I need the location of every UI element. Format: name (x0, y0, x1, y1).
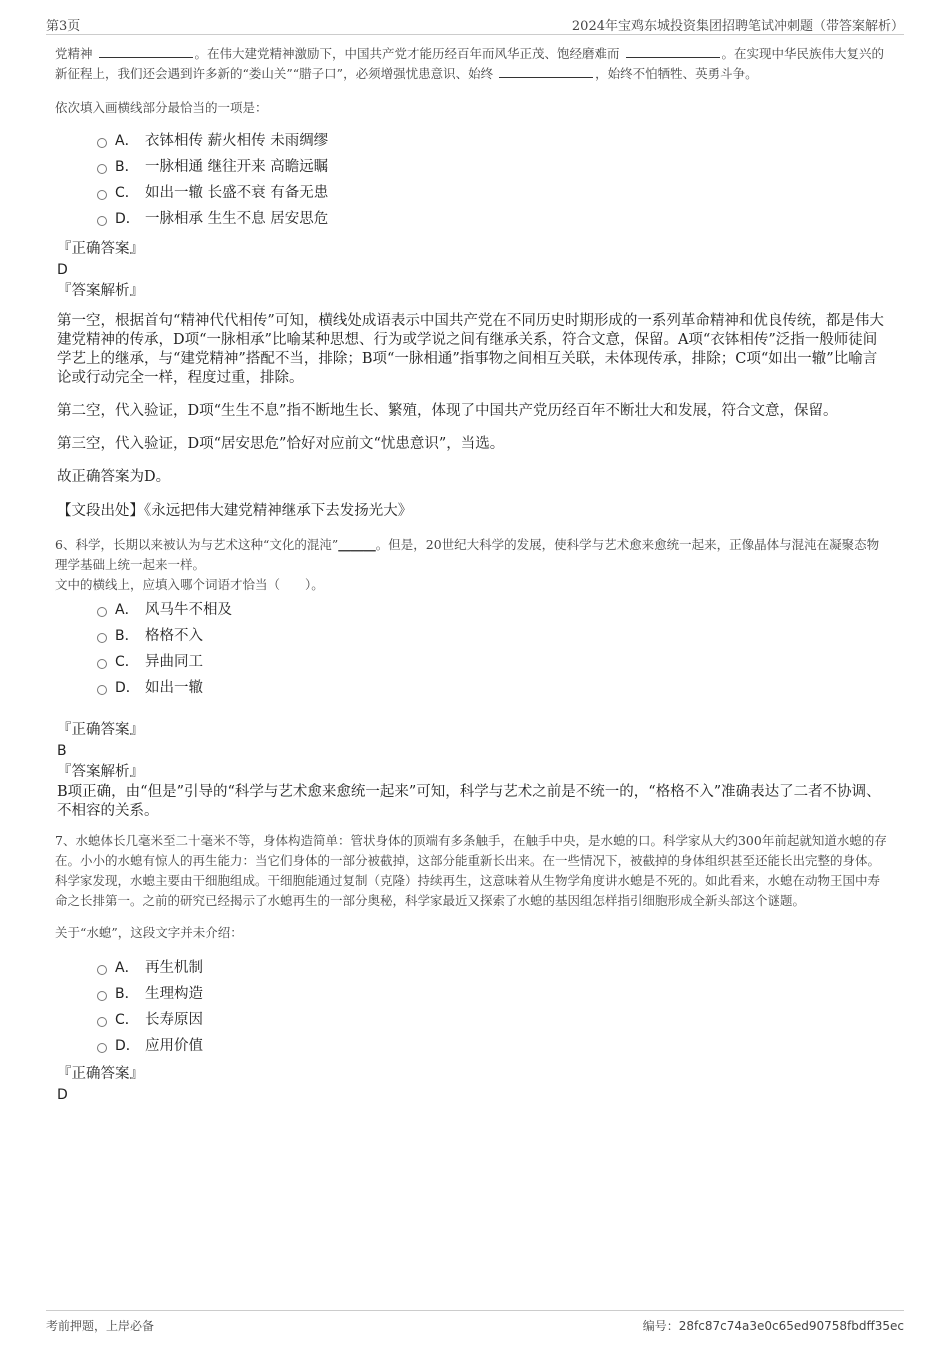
radio-icon[interactable] (97, 965, 107, 975)
radio-icon[interactable] (97, 164, 107, 174)
analysis-paragraph: 第一空，根据首句“精神代代相传”可知，横线处成语表示中国共产党在不同历史时期形成的一系列革命精神和优良传统，都是伟大建党精神的传承，D项“一脉相承”比喻某种思想、行为或学说之间有继承关系，符合文意，保留。A项“衣钵相传”泛指一般师徒间学艺上的继承，与“建党精神”搭配不当，排除；B项“一脉相通”指事物之间相互关联，未体现传承，排除；C项“如出一辙”比喻言论或行动完全一样，程度过重，排除。 (57, 313, 884, 386)
answer-label: 『正确答案』 (57, 1066, 144, 1082)
radio-icon[interactable] (97, 991, 107, 1001)
q5-blank-1 (99, 45, 193, 58)
radio-icon[interactable] (97, 685, 107, 695)
option-d[interactable]: D． 如出一辙 (97, 675, 887, 701)
question-6-options (97, 597, 887, 701)
q5-text-b: 。在伟大建党精神激励下，中国共产党才能历经百年而风华正茂、饱经磨难而 (194, 46, 620, 61)
answer-value: D (57, 262, 68, 278)
page-footer (46, 1310, 904, 1333)
page-header (46, 14, 904, 35)
question-7-stem: 7、水螅体长几毫米至二十毫米不等，身体构造简单：管状身体的顶端有多条触手，在触手中央，是水螅的口。科学家从大约300年前起就知道水螅的存在。小小的水螅有惊人的再生能力：当它们身体的一部分被截掉，这部分能重新长出来。在一些情况下，被截掉的身体组织甚至还能长出完整的身体。科学家发现，水螅主要由干细胞组成。干细胞能通过复制（克隆）持续再生，这意味着从生物学角度讲水螅是不死的。如此看来，水螅在动物王国中寿命之长排第一。之前的研究已经揭示了水螅再生的一部分奥秘，科学家最近又探索了水螅的基因组怎样指引细胞形成全新头部这个谜题。 (55, 833, 887, 908)
question-6-stem: 6、科学，长期以来被认为与艺术这种“文化的混沌”______。但是，20世纪大科学的发展，使科学与艺术愈来愈统一起来，正像晶体与混沌在凝聚态物理学基础上统一起来一样。 (55, 537, 880, 572)
radio-icon[interactable] (97, 216, 107, 226)
option-b[interactable]: B． 一脉相通 继往开来 高瞻远瞩 (97, 154, 887, 180)
question-6-prompt: 文中的横线上，应填入哪个词语才恰当（ ）。 (55, 577, 324, 592)
analysis-paragraph: B项正确，由“但是”引导的“科学与艺术愈来愈统一起来”可知，科学与艺术之前是不统一的，“格格不入”准确表达了二者不协调、不相容的关系。 (57, 784, 881, 819)
content (55, 44, 887, 1105)
radio-icon[interactable] (97, 659, 107, 669)
analysis-paragraph: 故正确答案为D。 (57, 469, 171, 485)
q5-text-a: 党精神 (55, 46, 93, 61)
analysis-paragraph: 第二空，代入验证，D项“生生不息”指不断地生长、繁殖，体现了中国共产党历经百年不断壮大和发展，符合文意，保留。 (57, 403, 838, 419)
option-c[interactable]: C． 长寿原因 (97, 1007, 887, 1033)
document-title: 2024年宝鸡东城投资集团招聘笔试冲刺题（带答案解析） (571, 19, 904, 34)
analysis-label: 『答案解析』 (57, 283, 144, 299)
option-b[interactable]: B． 格格不入 (97, 623, 887, 649)
q5-blank-3 (499, 65, 593, 78)
page-number: 第3页 (46, 19, 81, 34)
option-a[interactable]: A． 再生机制 (97, 955, 887, 981)
radio-icon[interactable] (97, 633, 107, 643)
source-citation: 【文段出处】《永远把伟大建党精神继承下去发扬光大》 (57, 503, 413, 519)
document-code: 编号：28fc87c74a3e0c65ed90758fbdff35ec (642, 1319, 904, 1333)
analysis-label: 『答案解析』 (57, 764, 144, 780)
radio-icon[interactable] (97, 607, 107, 617)
answer-label: 『正确答案』 (57, 241, 144, 257)
q5-text-d: ，始终不怕牺牲、英勇斗争。 (595, 66, 758, 81)
q6-blank: ______ (338, 537, 376, 552)
footer-motto: 考前押题，上岸必备 (46, 1319, 155, 1333)
radio-icon[interactable] (97, 1043, 107, 1053)
answer-value: D (57, 1087, 68, 1103)
radio-icon[interactable] (97, 190, 107, 200)
radio-icon[interactable] (97, 1017, 107, 1027)
answer-value: B (57, 743, 67, 759)
analysis-paragraph: 第三空，代入验证，D项“居安思危”恰好对应前文“忧患意识”，当选。 (57, 436, 505, 452)
q5-text-c: 。在实现中华民族伟大复兴的新征程上，我们还会遇到许多新的“娄山关”“腊子口”，必须增强忧患意识、始终 (55, 46, 885, 81)
question-7-options (97, 955, 887, 1059)
option-d[interactable]: D． 一脉相承 生生不息 居安思危 (97, 206, 887, 232)
option-a[interactable]: A． 风马牛不相及 (97, 597, 887, 623)
answer-label: 『正确答案』 (57, 722, 144, 738)
option-d[interactable]: D． 应用价值 (97, 1033, 887, 1059)
question-7-prompt: 关于“水螅”，这段文字并未介绍： (55, 925, 243, 940)
question-5-prompt: 依次填入画横线部分最恰当的一项是： (55, 100, 268, 115)
question-5-stem (55, 44, 887, 84)
option-c[interactable]: C． 如出一辙 长盛不衰 有备无患 (97, 180, 887, 206)
q5-blank-2 (626, 45, 720, 58)
question-5-options (97, 128, 887, 232)
option-c[interactable]: C． 异曲同工 (97, 649, 887, 675)
radio-icon[interactable] (97, 138, 107, 148)
option-a[interactable]: A． 衣钵相传 薪火相传 未雨绸缪 (97, 128, 887, 154)
option-b[interactable]: B． 生理构造 (97, 981, 887, 1007)
